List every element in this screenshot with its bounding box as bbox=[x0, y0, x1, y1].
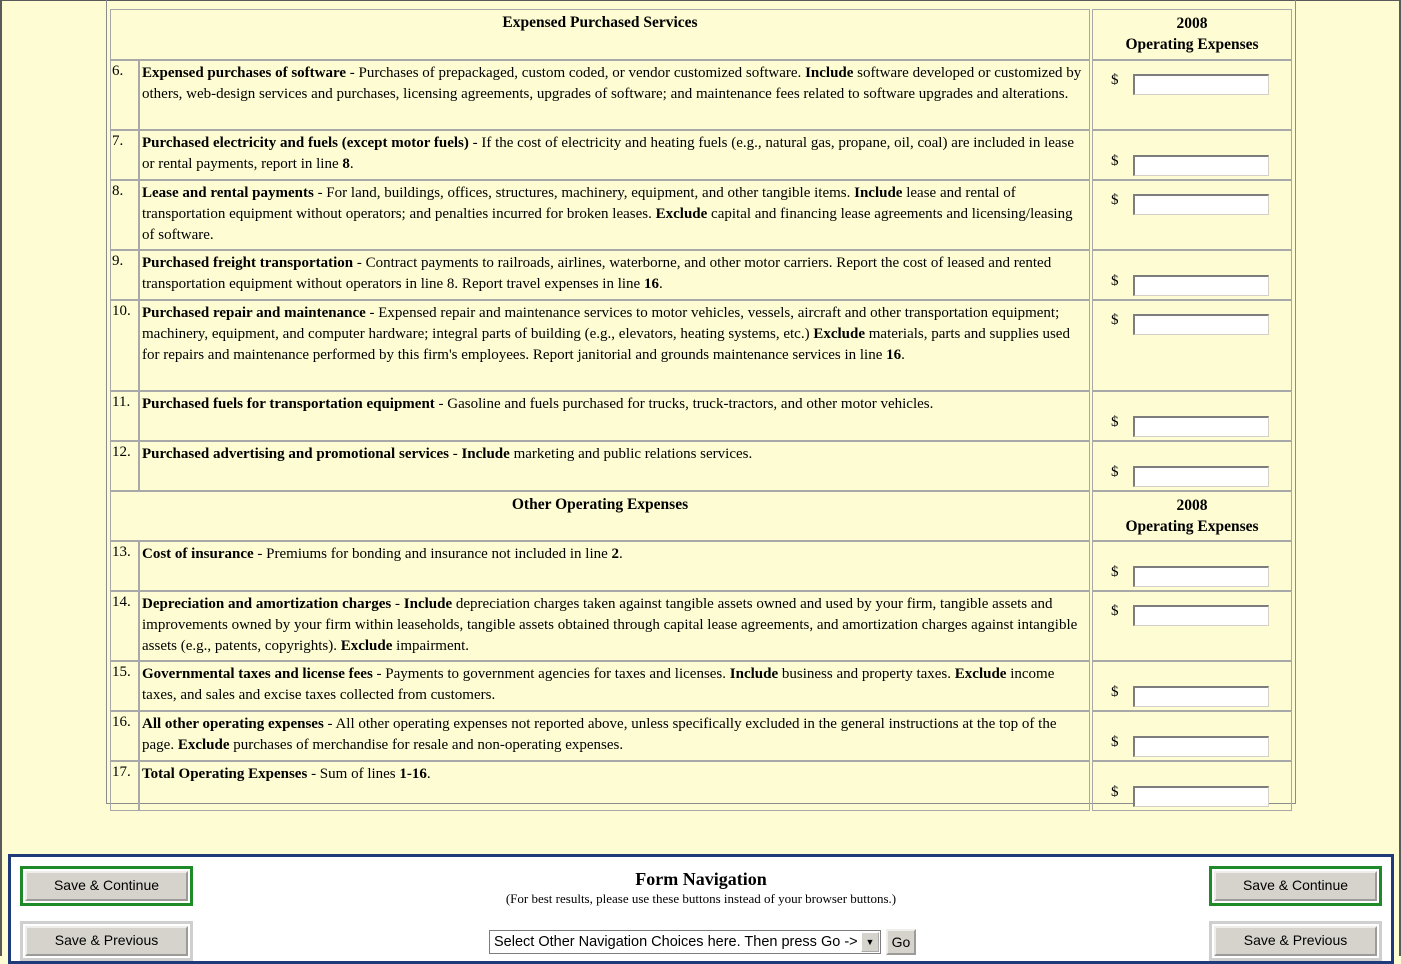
line-8-amount-input[interactable] bbox=[1133, 194, 1269, 215]
line-number: 10. bbox=[110, 300, 139, 391]
line-15-amount-input[interactable] bbox=[1133, 686, 1269, 707]
dollar-sign: $ bbox=[1111, 784, 1119, 800]
operating-expenses-table bbox=[106, 0, 1296, 804]
line-12-amount-input[interactable] bbox=[1133, 466, 1269, 487]
line-description: All other operating expenses - All other operating expenses not reported above, unless specifically excluded in the general instructions at the top of the page. Exclude purchases of merchandise for resale and non-operating expenses. bbox=[139, 711, 1090, 761]
dollar-sign: $ bbox=[1111, 312, 1119, 328]
line-number: 16. bbox=[110, 711, 139, 761]
line-14-amount-input[interactable] bbox=[1133, 605, 1269, 626]
line-number: 17. bbox=[110, 761, 139, 811]
form-navigation-panel bbox=[8, 854, 1394, 964]
save-continue-button-right[interactable]: Save & Continue bbox=[1214, 871, 1377, 901]
amount-cell bbox=[1092, 180, 1292, 250]
line-description: Governmental taxes and license fees - Payments to government agencies for taxes and licenses. Include business and property taxes. Exclude income taxes, and sales and excise taxes collected from customers. bbox=[139, 661, 1090, 711]
save-previous-right-wrapper bbox=[1209, 921, 1382, 961]
line-number: 14. bbox=[110, 591, 139, 661]
line-number: 13. bbox=[110, 541, 139, 591]
navigation-choices-value: Select Other Navigation Choices here. Then press Go -> bbox=[494, 934, 858, 950]
form-navigation-title: Form Navigation bbox=[635, 869, 767, 889]
line-number: 12. bbox=[110, 441, 139, 491]
line-13-amount-input[interactable] bbox=[1133, 566, 1269, 587]
amount-cell bbox=[1092, 661, 1292, 711]
line-description: Purchased advertising and promotional services - Include marketing and public relations services. bbox=[139, 441, 1090, 491]
amount-cell bbox=[1092, 391, 1292, 441]
dollar-sign: $ bbox=[1111, 464, 1119, 480]
line-number: 8. bbox=[110, 180, 139, 250]
line-11-amount-input[interactable] bbox=[1133, 416, 1269, 437]
year-column-heading bbox=[1092, 9, 1292, 60]
amount-cell bbox=[1092, 591, 1292, 661]
save-previous-button-right[interactable]: Save & Previous bbox=[1214, 926, 1377, 956]
line-number: 11. bbox=[110, 391, 139, 441]
amount-cell bbox=[1092, 711, 1292, 761]
dollar-sign: $ bbox=[1111, 603, 1119, 619]
amount-cell bbox=[1092, 130, 1292, 180]
dollar-sign: $ bbox=[1111, 734, 1119, 750]
line-description: Purchased repair and maintenance - Expensed repair and maintenance services to motor vehicles, vessels, aircraft and other transportation equipment; machinery, equipment, and computer hardware; integral parts of building (e.g., elevators, heating systems, etc.) Exclude materials, parts and supplies used for repairs and maintenance performed by this firm's employees. Report janitorial and grounds maintenance services in line 16. bbox=[139, 300, 1090, 391]
line-description: Purchased fuels for transportation equipment - Gasoline and fuels purchased for trucks, truck-tractors, and other motor vehicles. bbox=[139, 391, 1090, 441]
section-heading: Other Operating Expenses bbox=[110, 491, 1090, 541]
navigation-choices-select[interactable] bbox=[489, 930, 881, 954]
line-description: Cost of insurance - Premiums for bonding and insurance not included in line 2. bbox=[139, 541, 1090, 591]
column-year: 2008 bbox=[1176, 497, 1208, 514]
line-description: Depreciation and amortization charges - Include depreciation charges taken against tangible assets owned and used by your firm, tangible assets and improvements owned by your firm within leaseholds, tangible assets obtained through capital lease agreements, and amortization charges against intangible assets (e.g., patents, copyrights). Exclude impairment. bbox=[139, 591, 1090, 661]
save-continue-right-wrapper bbox=[1209, 866, 1382, 906]
dollar-sign: $ bbox=[1111, 273, 1119, 289]
dollar-sign: $ bbox=[1111, 72, 1119, 88]
column-label: Operating Expenses bbox=[1125, 518, 1259, 535]
window-left-border bbox=[0, 0, 2, 956]
year-column-heading bbox=[1092, 491, 1292, 541]
line-number: 9. bbox=[110, 250, 139, 300]
form-navigation-subtitle: (For best results, please use these buttons instead of your browser buttons.) bbox=[505, 891, 897, 906]
save-previous-left-wrapper bbox=[20, 921, 193, 961]
column-label: Operating Expenses bbox=[1125, 36, 1259, 53]
amount-cell bbox=[1092, 441, 1292, 491]
chevron-down-icon[interactable]: ▼ bbox=[861, 932, 879, 952]
save-previous-button-left[interactable]: Save & Previous bbox=[25, 926, 188, 956]
line-number: 7. bbox=[110, 130, 139, 180]
dollar-sign: $ bbox=[1111, 684, 1119, 700]
line-9-amount-input[interactable] bbox=[1133, 275, 1269, 296]
dollar-sign: $ bbox=[1111, 414, 1119, 430]
line-description: Lease and rental payments - For land, buildings, offices, structures, machinery, equipment, and other tangible items. Include lease and rental of transportation equipment without operators; and penalties incurred for broken leases. Exclude capital and financing lease agreements and licensing/leasing of software. bbox=[139, 180, 1090, 250]
dollar-sign: $ bbox=[1111, 153, 1119, 169]
amount-cell bbox=[1092, 541, 1292, 591]
save-continue-button-left[interactable]: Save & Continue bbox=[25, 871, 188, 901]
go-button[interactable]: Go bbox=[886, 929, 916, 955]
amount-cell bbox=[1092, 761, 1292, 811]
line-17-amount-input[interactable] bbox=[1133, 786, 1269, 807]
line-7-amount-input[interactable] bbox=[1133, 155, 1269, 176]
amount-cell bbox=[1092, 300, 1292, 391]
line-16-amount-input[interactable] bbox=[1133, 736, 1269, 757]
section-heading: Expensed Purchased Services bbox=[110, 9, 1090, 60]
line-6-amount-input[interactable] bbox=[1133, 74, 1269, 95]
line-description: Expensed purchases of software - Purchases of prepackaged, custom coded, or vendor customized software. Include software developed or customized by others, web-design services and purchases, licensing agreements, upgrades of software; and maintenance fees related to software upgrades and alterations. bbox=[139, 60, 1090, 130]
line-description: Purchased freight transportation - Contract payments to railroads, airlines, waterborne, and other motor carriers. Report the cost of leased and rented transportation equipment without operators in line 8. Report travel expenses in line 16. bbox=[139, 250, 1090, 300]
line-description: Purchased electricity and fuels (except motor fuels) - If the cost of electricity and heating fuels (e.g., natural gas, propane, oil, coal) are included in lease or rental payments, report in line 8. bbox=[139, 130, 1090, 180]
dollar-sign: $ bbox=[1111, 192, 1119, 208]
line-10-amount-input[interactable] bbox=[1133, 314, 1269, 335]
column-year: 2008 bbox=[1176, 15, 1208, 32]
amount-cell bbox=[1092, 60, 1292, 130]
amount-cell bbox=[1092, 250, 1292, 300]
dollar-sign: $ bbox=[1111, 564, 1119, 580]
line-description: Total Operating Expenses - Sum of lines 1-16. bbox=[139, 761, 1090, 811]
line-number: 6. bbox=[110, 60, 139, 130]
line-number: 15. bbox=[110, 661, 139, 711]
